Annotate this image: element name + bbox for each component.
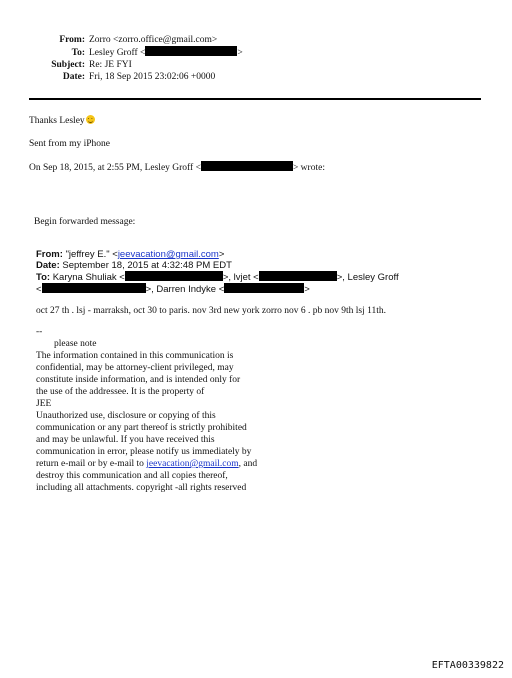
forwarded-to-line2-mid: >, Darren Indyke < [145, 284, 225, 295]
notice-return-start: return e-mail or by e-mail to [36, 459, 147, 469]
forwarded-to-name1: Karyna Shuliak < [52, 272, 125, 283]
forwarded-intro: Begin forwarded message: [34, 217, 136, 227]
forwarded-from-row [36, 249, 399, 260]
reply-thanks [29, 115, 95, 127]
quote-suffix: > wrote: [292, 163, 325, 173]
header-date-row [0, 71, 243, 83]
redaction-box [224, 283, 304, 293]
redaction-box [201, 161, 293, 171]
forwarded-date-value: September 18, 2015 at 4:32:48 PM EDT [62, 260, 232, 271]
notice-line: Unauthorized use, disclosure or copying of this [36, 411, 216, 421]
reply-sent-from: Sent from my iPhone [29, 139, 111, 149]
redaction-box [42, 283, 146, 293]
forwarded-date-label: Date: [36, 260, 60, 271]
forwarded-from-email-link[interactable]: jeevacation@gmail.com [117, 249, 219, 260]
notice-line: the use of the addressee. It is the property of [36, 387, 205, 397]
smiley-emoji-icon [86, 115, 95, 124]
notice-line: and may be unlawful. If you have received this [36, 435, 215, 445]
notice-line: communication in error, please notify us immediately by [36, 447, 252, 457]
header-subject-row [0, 59, 243, 71]
redaction-box [259, 271, 337, 281]
header-date-label: Date: [62, 72, 85, 82]
forwarded-body: oct 27 th . lsj - marraksh, oct 30 to paris. nov 3rd new york zorro nov 6 . pb nov 9th lsj 11th. [36, 306, 387, 316]
forwarded-to-label: To: [36, 272, 51, 283]
notice-line: communication or any part thereof is strictly prohibited [36, 423, 247, 433]
reply-thanks-text: Thanks Lesley [29, 116, 85, 126]
notice-line: including all attachments. copyright -all rights reserved [36, 483, 247, 493]
header-to-tail: > [237, 48, 243, 58]
forwarded-to-line2-start: < [36, 284, 42, 295]
forwarded-from-label: From: [36, 249, 63, 260]
header-subject-label: Subject: [51, 60, 85, 70]
header-to-label: To: [71, 48, 85, 58]
email-header [0, 34, 243, 83]
forwarded-to-sep1: >, lvjet < [222, 272, 259, 283]
header-subject-value: Re: JE FYI [89, 60, 132, 70]
notice-email-link[interactable]: jeevacation@gmail.com [146, 459, 239, 469]
notice-line: destroy this communication and all copies thereof, [36, 471, 228, 481]
redaction-box [125, 271, 223, 281]
header-from-row [0, 34, 243, 46]
redaction-box [145, 46, 237, 56]
header-to-row [0, 46, 243, 59]
notice-dashes: -- [36, 327, 43, 337]
header-from-value: Zorro <zorro.office@gmail.com> [89, 35, 218, 45]
forwarded-to-line2-end: > [304, 284, 310, 295]
forwarded-date-row [36, 260, 399, 271]
confidentiality-notice [36, 326, 296, 494]
forwarded-from-close: > [218, 249, 225, 260]
quote-prefix: On Sep 18, 2015, at 2:55 PM, Lesley Groff < [29, 163, 201, 173]
notice-please-note: please note [54, 339, 97, 349]
header-from-label: From: [59, 35, 85, 45]
notice-line: The information contained in this communication is [36, 351, 234, 361]
reply-quote-line [29, 161, 325, 174]
forwarded-to-row [36, 271, 399, 283]
forwarded-to-sep2: >, Lesley Groff [336, 272, 399, 283]
notice-line: constitute inside information, and is intended only for [36, 375, 241, 385]
notice-return-end: , and [238, 459, 258, 469]
bates-number: EFTA00339822 [431, 660, 504, 671]
forwarded-from-name: "jeffrey E." < [65, 249, 118, 260]
header-date-value: Fri, 18 Sep 2015 23:02:06 +0000 [89, 72, 216, 82]
notice-line: JEE [36, 399, 52, 409]
header-to-value: Lesley Groff < [89, 48, 146, 58]
notice-return-line [36, 458, 296, 470]
forwarded-header [36, 249, 399, 295]
forwarded-to-row-2 [36, 283, 399, 295]
header-divider [29, 98, 481, 100]
notice-line: confidential, may be attorney-client privileged, may [36, 363, 234, 373]
